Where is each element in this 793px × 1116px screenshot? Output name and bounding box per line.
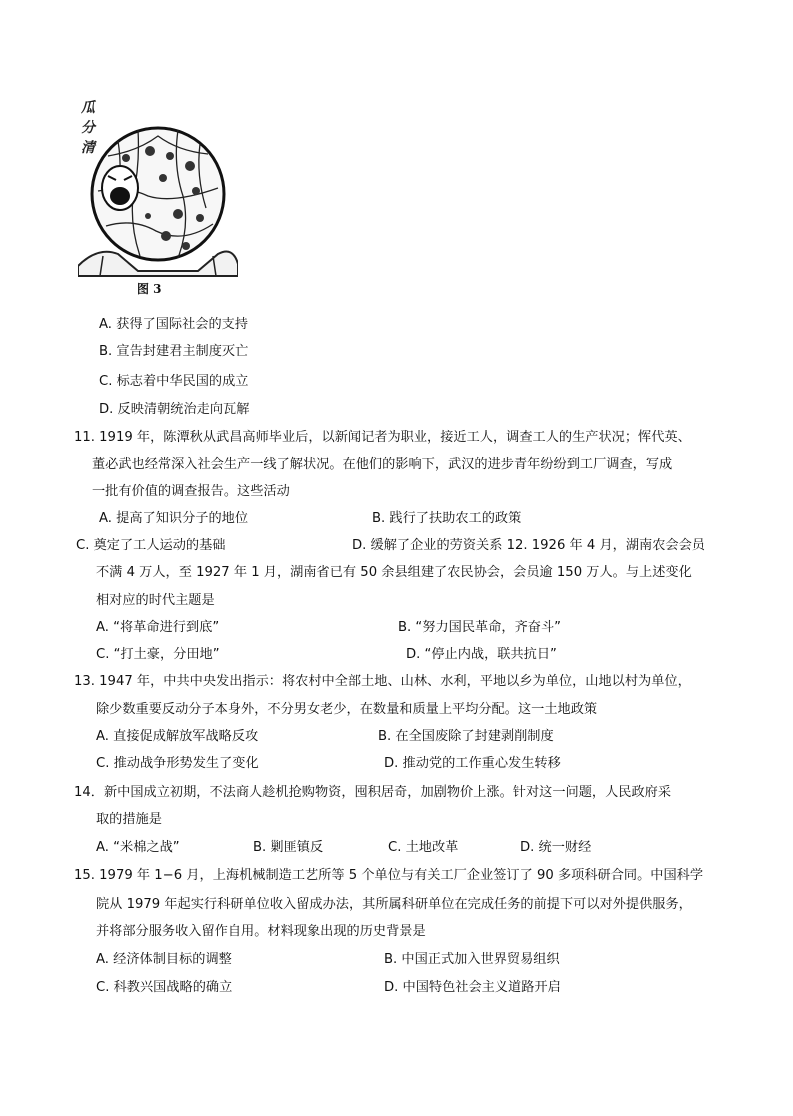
q12-option-b: B. “努力国民革命，齐奋斗” [398,620,561,635]
q14-option-b: B. 剿匪镇反 [253,840,324,855]
vertical-title [80,99,97,156]
q13-option-d: D. 推动党的工作重心发生转移 [384,756,561,771]
q11-stem-line-1: 11. 1919 年，陈潭秋从武昌高师毕业后，以新闻记者为职业，接近工人，调查工人的生产状况；恽代英、 [74,430,691,445]
q13-option-b: B. 在全国废除了封建剥削制度 [378,729,554,744]
q11-option-c: C. 奠定了工人运动的基础 [76,538,226,553]
q15-option-b: B. 中国正式加入世界贸易组织 [384,952,560,967]
q12-stem-line-2: 相对应的时代主题是 [96,593,215,608]
q11-stem-line-2: 董必武也经常深入社会生产一线了解状况。在他们的影响下，武汉的进步青年纷纷到工厂调查，写成 [92,457,673,472]
q10-option-d: D. 反映清朝统治走向瓦解 [99,402,250,417]
cartoon-illustration [78,96,238,302]
q10-option-c: C. 标志着中华民国的成立 [99,374,249,389]
q13-stem-line-1: 13. 1947 年，中共中央发出指示：将农村中全部土地、山林、水利，平地以乡为单位，山地以村为单位， [74,674,691,689]
cartoon-figure-3 [78,96,238,302]
q14-stem-line-2: 取的措施是 [96,812,162,827]
q10-option-b: B. 宣告封建君主制度灭亡 [99,344,249,359]
q15-option-d: D. 中国特色社会主义道路开启 [384,980,561,995]
q11-stem-line-3: 一批有价值的调查报告。这些活动 [92,484,290,499]
q10-option-a: A. 获得了国际社会的支持 [99,317,249,332]
vertical-title-char-3: 清 [81,140,95,156]
q11-option-a: A. 提高了知识分子的地位 [99,511,249,526]
vertical-title-char-2: 分 [81,120,95,136]
q13-option-a: A. 直接促成解放军战略反攻 [96,729,259,744]
q15-option-c: C. 科教兴国战略的确立 [96,980,233,995]
q15-stem-line-2: 院从 1979 年起实行科研单位收入留成办法，其所属科研单位在完成任务的前提下可以对外提供服务， [96,897,692,912]
q12-option-d: D. “停止内战，联共抗日” [406,647,557,662]
vertical-title-char-1: 瓜 [81,100,95,116]
q15-stem-line-3: 并将部分服务收入留作自用。材料现象出现的历史背景是 [96,924,426,939]
q14-option-a: A. “米棉之战” [96,840,180,855]
q11-option-d-q12-start: D. 缓解了企业的劳资关系 12. 1926 年 4 月，湖南农会会员 [352,538,705,553]
q13-stem-line-2: 除少数重要反动分子本身外，不分男女老少，在数量和质量上平均分配。这一土地政策 [96,702,598,717]
q14-option-c: C. 土地改革 [388,840,459,855]
q13-option-c: C. 推动战争形势发生了变化 [96,756,259,771]
q12-option-a: A. “将革命进行到底” [96,620,220,635]
q12-stem-line-1: 不满 4 万人，至 1927 年 1 月，湖南省已有 50 余县组建了农民协会，会员逾 150 万人。与上述变化 [96,565,692,580]
q15-option-a: A. 经济体制目标的调整 [96,952,232,967]
figure-caption: 图 3 [137,282,162,296]
q15-stem-line-1: 15. 1979 年 1−6 月，上海机械制造工艺所等 5 个单位与有关工厂企业签订了 90 多项科研合同。中国科学 [74,868,704,883]
q11-option-b: B. 践行了扶助农工的政策 [372,511,522,526]
q14-stem-line-1: 14．新中国成立初期，不法商人趁机抢购物资，囤积居奇，加剧物价上涨。针对这一问题，人民政府采 [74,785,672,800]
q12-option-c: C. “打土豪，分田地” [96,647,220,662]
q14-option-d: D. 统一财经 [520,840,592,855]
